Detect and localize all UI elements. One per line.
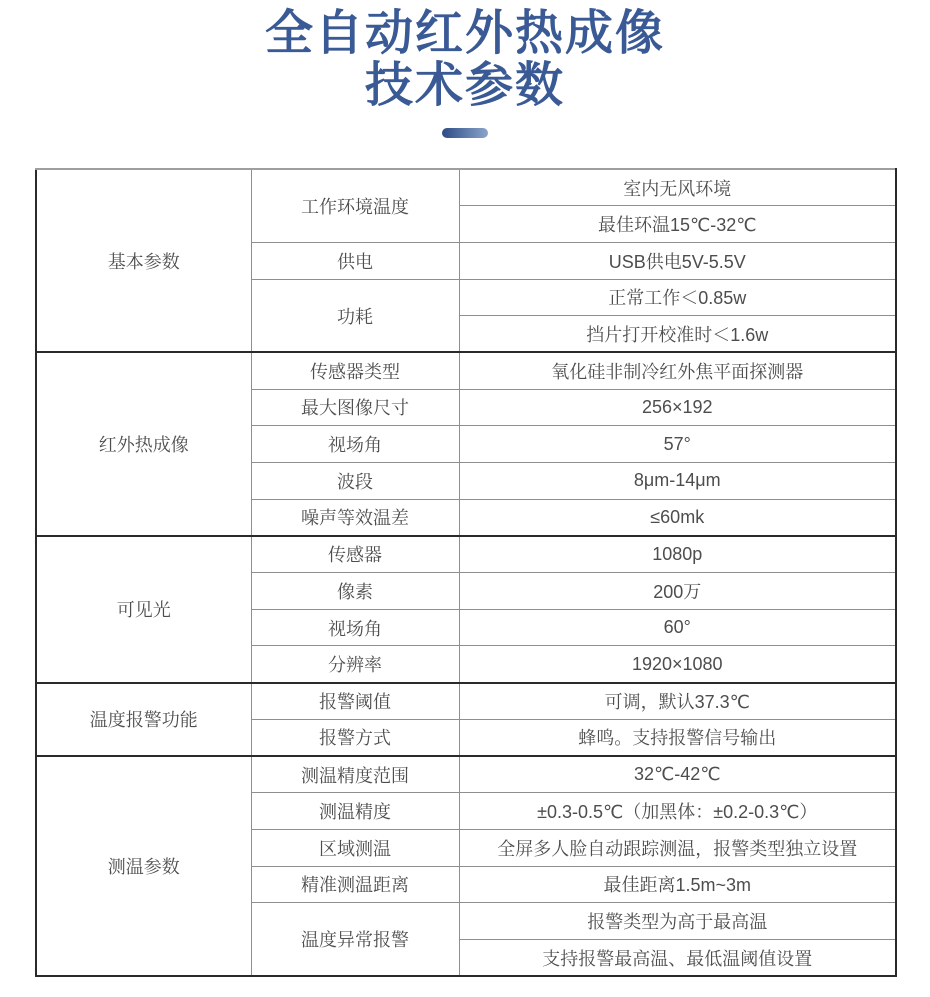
table-row (36, 756, 896, 793)
param-cell: 区域测温 (251, 829, 459, 866)
table-row (36, 352, 896, 389)
param-cell: 测温精度范围 (251, 756, 459, 793)
param-cell: 视场角 (251, 609, 459, 646)
value-cell: 氧化硅非制冷红外焦平面探测器 (459, 352, 896, 389)
value-cell: 57° (459, 426, 896, 463)
param-cell: 供电 (251, 242, 459, 279)
param-cell: 像素 (251, 573, 459, 610)
param-cell: 测温精度 (251, 793, 459, 830)
value-cell: 1920×1080 (459, 646, 896, 683)
param-cell: 报警方式 (251, 719, 459, 756)
value-cell: 蜂鸣。支持报警信号输出 (459, 719, 896, 756)
param-cell: 波段 (251, 463, 459, 500)
value-cell: 1080p (459, 536, 896, 573)
param-cell: 精准测温距离 (251, 866, 459, 903)
value-cell: 256×192 (459, 389, 896, 426)
value-cell: 8μm-14μm (459, 463, 896, 500)
table-row (36, 169, 896, 206)
value-cell: USB供电5V-5.5V (459, 242, 896, 279)
value-cell: 全屏多人脸自动跟踪测温，报警类型独立设置 (459, 829, 896, 866)
param-cell: 温度异常报警 (251, 903, 459, 976)
value-cell: 支持报警最高温、最低温阈值设置 (459, 939, 896, 976)
value-cell: 室内无风环境 (459, 169, 896, 206)
header (0, 8, 930, 138)
category-cell: 可见光 (36, 536, 251, 683)
value-cell: ±0.3-0.5℃（加黑体：±0.2-0.3℃） (459, 793, 896, 830)
value-cell: 可调，默认37.3℃ (459, 683, 896, 720)
param-cell: 传感器 (251, 536, 459, 573)
spec-table-body (36, 169, 896, 976)
param-cell: 传感器类型 (251, 352, 459, 389)
page-title-line1: 全自动红外热成像 (264, 7, 665, 60)
value-cell: 正常工作＜0.85w (459, 279, 896, 316)
category-cell: 基本参数 (36, 169, 251, 352)
param-cell: 视场角 (251, 426, 459, 463)
param-cell: 噪声等效温差 (251, 499, 459, 536)
param-cell: 工作环境温度 (251, 169, 459, 242)
param-cell: 功耗 (251, 279, 459, 352)
category-cell: 红外热成像 (36, 352, 251, 535)
category-cell: 测温参数 (36, 756, 251, 976)
spec-table (35, 168, 897, 977)
table-row (36, 683, 896, 720)
value-cell: 32℃-42℃ (459, 756, 896, 793)
value-cell: 最佳距离1.5m~3m (459, 866, 896, 903)
param-cell: 最大图像尺寸 (251, 389, 459, 426)
value-cell: 200万 (459, 573, 896, 610)
value-cell: 60° (459, 609, 896, 646)
param-cell: 分辨率 (251, 646, 459, 683)
category-cell: 温度报警功能 (36, 683, 251, 756)
title-divider-pill (442, 128, 488, 138)
value-cell: 最佳环温15℃-32℃ (459, 206, 896, 243)
value-cell: 报警类型为高于最高温 (459, 903, 896, 940)
value-cell: ≤60mk (459, 499, 896, 536)
param-cell: 报警阈值 (251, 683, 459, 720)
value-cell: 挡片打开校准时＜1.6w (459, 316, 896, 353)
page-title-line2: 技术参数 (364, 59, 565, 112)
table-row (36, 536, 896, 573)
